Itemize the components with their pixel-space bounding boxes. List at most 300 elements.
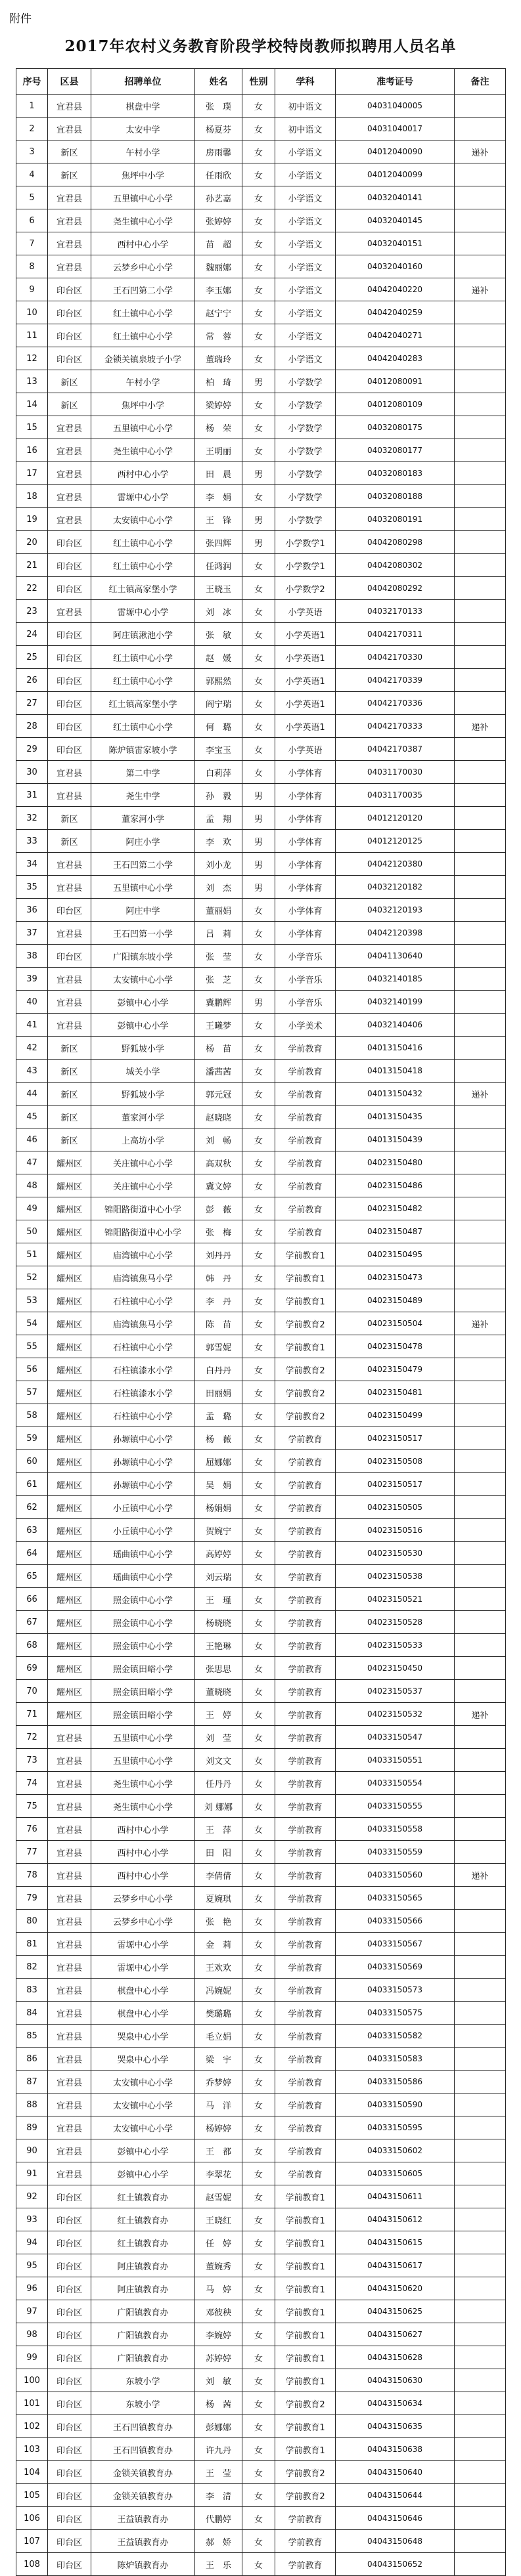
row-exam-number: 04032080188 — [336, 485, 455, 508]
row-gender: 女 — [242, 2048, 275, 2071]
row-index: 70 — [16, 1680, 48, 1703]
row-subject: 学前教育1 — [275, 1289, 336, 1312]
row-exam-number: 04023150482 — [336, 1197, 455, 1220]
row-index: 35 — [16, 876, 48, 899]
row-exam-number: 04023150537 — [336, 1680, 455, 1703]
row-gender: 女 — [242, 2139, 275, 2162]
row-index: 58 — [16, 1404, 48, 1427]
row-gender: 女 — [242, 692, 275, 715]
row-school: 红土镇中心小学 — [91, 646, 195, 669]
row-subject: 学前教育1 — [275, 2208, 336, 2231]
row-index: 82 — [16, 1956, 48, 1979]
row-county: 新区 — [48, 1060, 91, 1083]
row-school: 午村小学 — [91, 140, 195, 163]
table-row — [16, 738, 506, 761]
table-row — [16, 669, 506, 692]
row-school: 陈炉镇教育办 — [91, 2553, 195, 2576]
row-gender: 女 — [242, 2507, 275, 2530]
row-county: 印台区 — [48, 2438, 91, 2461]
row-gender: 女 — [242, 1956, 275, 1979]
row-index: 97 — [16, 2300, 48, 2323]
row-exam-number: 04013150439 — [336, 1128, 455, 1151]
row-gender: 女 — [242, 1818, 275, 1841]
row-remark — [455, 1289, 506, 1312]
row-gender: 女 — [242, 1151, 275, 1174]
row-school: 红土镇中心小学 — [91, 531, 195, 554]
row-county: 印台区 — [48, 738, 91, 761]
row-remark — [455, 2093, 506, 2116]
row-exam-number: 04042040283 — [336, 347, 455, 370]
row-exam-number: 04012120125 — [336, 830, 455, 853]
row-gender: 女 — [242, 1749, 275, 1772]
row-name: 王 萍 — [195, 1818, 242, 1841]
row-exam-number: 04033150605 — [336, 2162, 455, 2185]
table-row — [16, 508, 506, 531]
row-remark — [455, 232, 506, 255]
row-exam-number: 04032040145 — [336, 209, 455, 232]
row-county: 印台区 — [48, 692, 91, 715]
row-county: 耀州区 — [48, 1473, 91, 1496]
row-county: 印台区 — [48, 2346, 91, 2369]
row-county: 宜君县 — [48, 118, 91, 140]
row-county: 宜君县 — [48, 853, 91, 876]
row-remark: 递补 — [455, 715, 506, 738]
attachment-label: 附件 — [9, 12, 32, 26]
table-row — [16, 2254, 506, 2277]
row-school: 广阳镇教育办 — [91, 2300, 195, 2323]
row-exam-number: 04033150547 — [336, 1726, 455, 1749]
row-remark — [455, 1519, 506, 1542]
row-name: 田 阳 — [195, 1841, 242, 1864]
row-index: 2 — [16, 118, 48, 140]
row-exam-number: 04042120380 — [336, 853, 455, 876]
row-remark — [455, 2415, 506, 2438]
row-index: 1 — [16, 95, 48, 118]
row-exam-number: 04012080091 — [336, 370, 455, 393]
table-row — [16, 1887, 506, 1910]
row-gender: 女 — [242, 2231, 275, 2254]
row-index: 50 — [16, 1220, 48, 1243]
row-county: 印台区 — [48, 2300, 91, 2323]
row-county: 耀州区 — [48, 1174, 91, 1197]
row-school: 五里镇中心小学 — [91, 186, 195, 209]
row-subject: 小学英语1 — [275, 692, 336, 715]
row-county: 宜君县 — [48, 922, 91, 945]
row-name: 陈 苗 — [195, 1312, 242, 1335]
row-county: 耀州区 — [48, 1565, 91, 1588]
row-gender: 女 — [242, 669, 275, 692]
row-name: 李 欢 — [195, 830, 242, 853]
row-remark — [455, 1956, 506, 1979]
row-exam-number: 04032170133 — [336, 600, 455, 623]
row-exam-number: 04043150625 — [336, 2300, 455, 2323]
row-name: 李婉婷 — [195, 2323, 242, 2346]
row-subject: 学前教育2 — [275, 2484, 336, 2507]
row-subject: 小学音乐 — [275, 968, 336, 991]
row-school: 照金镇中心小学 — [91, 1634, 195, 1657]
header-index: 序号 — [16, 69, 48, 95]
row-index: 73 — [16, 1749, 48, 1772]
row-name: 张 梅 — [195, 1220, 242, 1243]
row-county: 宜君县 — [48, 439, 91, 462]
row-exam-number: 04043150644 — [336, 2484, 455, 2507]
row-school: 陈炉镇雷家坡小学 — [91, 738, 195, 761]
row-school: 广阳镇东坡小学 — [91, 945, 195, 968]
row-county: 宜君县 — [48, 1726, 91, 1749]
row-name: 李倩倩 — [195, 1864, 242, 1887]
table-row — [16, 784, 506, 807]
row-school: 东坡小学 — [91, 2392, 195, 2415]
row-remark — [455, 1335, 506, 1358]
row-name: 郭熙然 — [195, 669, 242, 692]
row-exam-number: 04041130640 — [336, 945, 455, 968]
row-school: 彭镇中心小学 — [91, 1014, 195, 1037]
table-row — [16, 600, 506, 623]
row-school: 太安镇中心小学 — [91, 2116, 195, 2139]
row-school: 太安中学 — [91, 118, 195, 140]
row-remark — [455, 2116, 506, 2139]
table-row — [16, 2300, 506, 2323]
row-subject: 学前教育2 — [275, 2461, 336, 2484]
row-county: 耀州区 — [48, 1381, 91, 1404]
row-name: 王艳琳 — [195, 1634, 242, 1657]
row-county: 新区 — [48, 1106, 91, 1128]
row-exam-number: 04042040220 — [336, 278, 455, 301]
row-county: 印台区 — [48, 324, 91, 347]
row-name: 冀鹏辉 — [195, 991, 242, 1014]
table-row — [16, 1427, 506, 1450]
row-exam-number: 04033150565 — [336, 1887, 455, 1910]
row-name: 刘丹丹 — [195, 1243, 242, 1266]
row-index: 51 — [16, 1243, 48, 1266]
row-exam-number: 04042170311 — [336, 623, 455, 646]
table-row — [16, 1680, 506, 1703]
row-name: 董婉秀 — [195, 2254, 242, 2277]
table-row — [16, 968, 506, 991]
row-county: 宜君县 — [48, 876, 91, 899]
row-gender: 女 — [242, 1565, 275, 1588]
row-index: 40 — [16, 991, 48, 1014]
table-row — [16, 186, 506, 209]
row-remark — [455, 1404, 506, 1427]
row-school: 关庄镇中心小学 — [91, 1151, 195, 1174]
row-subject: 小学音乐 — [275, 991, 336, 1014]
row-index: 3 — [16, 140, 48, 163]
row-remark — [455, 899, 506, 922]
row-subject: 小学数学1 — [275, 554, 336, 577]
row-subject: 小学体育 — [275, 922, 336, 945]
row-subject: 学前教育 — [275, 1060, 336, 1083]
row-index: 22 — [16, 577, 48, 600]
row-exam-number: 04043150635 — [336, 2415, 455, 2438]
row-subject: 小学体育 — [275, 784, 336, 807]
row-exam-number: 04023150516 — [336, 1519, 455, 1542]
table-row — [16, 2369, 506, 2392]
row-school: 哭泉中心小学 — [91, 2025, 195, 2048]
row-index: 83 — [16, 1979, 48, 2002]
row-name: 贺婉宁 — [195, 1519, 242, 1542]
row-exam-number: 04043150615 — [336, 2231, 455, 2254]
row-subject: 学前教育 — [275, 1427, 336, 1450]
row-index: 78 — [16, 1864, 48, 1887]
table-row — [16, 1956, 506, 1979]
row-index: 76 — [16, 1818, 48, 1841]
row-county: 宜君县 — [48, 2025, 91, 2048]
row-gender: 女 — [242, 1772, 275, 1795]
row-name: 邓彼秧 — [195, 2300, 242, 2323]
table-row — [16, 163, 506, 186]
row-remark — [455, 2553, 506, 2576]
row-subject: 小学数学 — [275, 416, 336, 439]
row-school: 彭镇中心小学 — [91, 2162, 195, 2185]
header-remark: 备注 — [455, 69, 506, 95]
row-exam-number: 04042170336 — [336, 692, 455, 715]
row-exam-number: 04043150652 — [336, 2553, 455, 2576]
row-subject: 学前教育 — [275, 1220, 336, 1243]
row-subject: 小学数学1 — [275, 531, 336, 554]
row-remark — [455, 1037, 506, 1060]
row-remark — [455, 163, 506, 186]
row-gender: 女 — [242, 95, 275, 118]
table-row — [16, 2277, 506, 2300]
row-subject: 学前教育 — [275, 2002, 336, 2025]
row-exam-number: 04023150480 — [336, 1151, 455, 1174]
row-county: 耀州区 — [48, 1680, 91, 1703]
row-gender: 女 — [242, 1220, 275, 1243]
table-row — [16, 2530, 506, 2553]
row-county: 耀州区 — [48, 1519, 91, 1542]
row-school: 阿庄镇教育办 — [91, 2254, 195, 2277]
row-county: 印台区 — [48, 945, 91, 968]
row-school: 照金镇田峪小学 — [91, 1657, 195, 1680]
row-index: 41 — [16, 1014, 48, 1037]
row-remark — [455, 416, 506, 439]
row-school: 石柱镇中心小学 — [91, 1404, 195, 1427]
row-index: 104 — [16, 2461, 48, 2484]
row-school: 云梦乡中心小学 — [91, 1910, 195, 1933]
row-name: 孟 翔 — [195, 807, 242, 830]
row-school: 红土镇教育办 — [91, 2208, 195, 2231]
row-remark — [455, 1106, 506, 1128]
row-index: 11 — [16, 324, 48, 347]
table-row — [16, 1864, 506, 1887]
row-exam-number: 04032120193 — [336, 899, 455, 922]
row-gender: 女 — [242, 1312, 275, 1335]
row-index: 105 — [16, 2484, 48, 2507]
row-gender: 女 — [242, 922, 275, 945]
row-name: 马 洋 — [195, 2093, 242, 2116]
row-remark — [455, 1749, 506, 1772]
row-remark — [455, 830, 506, 853]
row-school: 董家河小学 — [91, 1106, 195, 1128]
row-remark — [455, 1427, 506, 1450]
row-gender: 女 — [242, 1841, 275, 1864]
row-county: 宜君县 — [48, 2048, 91, 2071]
row-remark — [455, 853, 506, 876]
row-exam-number: 04023150508 — [336, 1450, 455, 1473]
row-index: 43 — [16, 1060, 48, 1083]
row-remark — [455, 1933, 506, 1956]
row-remark — [455, 1611, 506, 1634]
row-county: 耀州区 — [48, 1220, 91, 1243]
row-school: 石柱镇中心小学 — [91, 1289, 195, 1312]
row-subject: 小学体育 — [275, 807, 336, 830]
row-school: 广阳镇教育办 — [91, 2346, 195, 2369]
row-exam-number: 04031040017 — [336, 118, 455, 140]
table-row — [16, 2346, 506, 2369]
row-county: 印台区 — [48, 669, 91, 692]
table-row — [16, 1037, 506, 1060]
table-row — [16, 1910, 506, 1933]
row-school: 孙塬镇中心小学 — [91, 1450, 195, 1473]
row-index: 90 — [16, 2139, 48, 2162]
row-subject: 学前教育1 — [275, 2185, 336, 2208]
row-remark — [455, 2277, 506, 2300]
row-school: 棋盘中学 — [91, 95, 195, 118]
row-name: 韩 丹 — [195, 1266, 242, 1289]
row-county: 印台区 — [48, 347, 91, 370]
row-subject: 小学语文 — [275, 278, 336, 301]
row-index: 44 — [16, 1083, 48, 1106]
table-row — [16, 2093, 506, 2116]
row-gender: 女 — [242, 738, 275, 761]
table-row — [16, 2438, 506, 2461]
row-county: 宜君县 — [48, 784, 91, 807]
row-school: 野狐坡小学 — [91, 1083, 195, 1106]
row-remark — [455, 1151, 506, 1174]
row-county: 耀州区 — [48, 1289, 91, 1312]
row-name: 杨 薇 — [195, 1427, 242, 1450]
row-gender: 女 — [242, 2438, 275, 2461]
row-subject: 学前教育2 — [275, 1404, 336, 1427]
table-row — [16, 278, 506, 301]
row-school: 庙湾镇焦马小学 — [91, 1312, 195, 1335]
row-name: 王曦梦 — [195, 1014, 242, 1037]
table-row — [16, 692, 506, 715]
row-name: 金 莉 — [195, 1933, 242, 1956]
header-school: 招聘单位 — [91, 69, 195, 95]
row-remark: 递补 — [455, 1864, 506, 1887]
row-remark — [455, 347, 506, 370]
row-remark — [455, 1381, 506, 1404]
row-subject: 小学数学 — [275, 462, 336, 485]
row-subject: 学前教育 — [275, 2048, 336, 2071]
row-remark — [455, 968, 506, 991]
row-remark — [455, 2231, 506, 2254]
row-name: 高婷婷 — [195, 1542, 242, 1565]
row-index: 93 — [16, 2208, 48, 2231]
row-school: 西村中心小学 — [91, 1818, 195, 1841]
row-school: 焦坪中小学 — [91, 163, 195, 186]
row-index: 13 — [16, 370, 48, 393]
document-title: 2017年农村义务教育阶段学校特岗教师拟聘用人员名单 — [64, 37, 457, 55]
row-index: 96 — [16, 2277, 48, 2300]
row-name: 白丹丹 — [195, 1358, 242, 1381]
row-exam-number: 04033150567 — [336, 1933, 455, 1956]
row-index: 26 — [16, 669, 48, 692]
row-index: 101 — [16, 2392, 48, 2415]
row-county: 耀州区 — [48, 1588, 91, 1611]
row-index: 71 — [16, 1703, 48, 1726]
row-name: 杨 苗 — [195, 1037, 242, 1060]
row-school: 哭泉中心小学 — [91, 2048, 195, 2071]
row-name: 孙 毅 — [195, 784, 242, 807]
row-index: 99 — [16, 2346, 48, 2369]
row-school: 太安镇中心小学 — [91, 2071, 195, 2093]
row-gender: 女 — [242, 209, 275, 232]
table-row — [16, 899, 506, 922]
row-gender: 女 — [242, 577, 275, 600]
table-row — [16, 853, 506, 876]
row-name: 魏丽娜 — [195, 255, 242, 278]
row-gender: 女 — [242, 2277, 275, 2300]
row-school: 尧生镇中心小学 — [91, 209, 195, 232]
row-index: 74 — [16, 1772, 48, 1795]
row-exam-number: 04033150573 — [336, 1979, 455, 2002]
row-gender: 女 — [242, 416, 275, 439]
row-exam-number: 04023150487 — [336, 1220, 455, 1243]
row-county: 宜君县 — [48, 255, 91, 278]
row-school: 西村中心小学 — [91, 232, 195, 255]
row-exam-number: 04033150566 — [336, 1910, 455, 1933]
row-name: 王 都 — [195, 2139, 242, 2162]
table-row — [16, 1657, 506, 1680]
row-exam-number: 04033150590 — [336, 2093, 455, 2116]
row-county: 印台区 — [48, 2553, 91, 2576]
row-school: 雷塬中心小学 — [91, 485, 195, 508]
row-subject: 学前教育 — [275, 1037, 336, 1060]
row-index: 108 — [16, 2553, 48, 2576]
row-remark — [455, 1680, 506, 1703]
row-subject: 小学语文 — [275, 232, 336, 255]
row-name: 彭娜娜 — [195, 2415, 242, 2438]
row-subject: 学前教育 — [275, 1864, 336, 1887]
row-county: 新区 — [48, 393, 91, 416]
row-school: 五里镇中心小学 — [91, 1749, 195, 1772]
row-remark — [455, 95, 506, 118]
table-row — [16, 1289, 506, 1312]
table-row — [16, 347, 506, 370]
row-subject: 学前教育1 — [275, 2231, 336, 2254]
row-county: 新区 — [48, 1128, 91, 1151]
row-index: 72 — [16, 1726, 48, 1749]
recruitment-table — [16, 68, 506, 2576]
table-row — [16, 2461, 506, 2484]
row-remark — [455, 186, 506, 209]
table-row — [16, 1841, 506, 1864]
row-school: 照金镇中心小学 — [91, 1611, 195, 1634]
row-school: 阿庄镇教育办 — [91, 2277, 195, 2300]
row-remark — [455, 600, 506, 623]
table-body — [16, 95, 506, 2576]
row-subject: 学前教育 — [275, 1197, 336, 1220]
row-school: 阿庄镇湫池小学 — [91, 623, 195, 646]
row-county: 新区 — [48, 830, 91, 853]
row-name: 杨 茜 — [195, 2392, 242, 2415]
header-name: 姓名 — [195, 69, 242, 95]
row-subject: 学前教育1 — [275, 1335, 336, 1358]
row-index: 4 — [16, 163, 48, 186]
row-gender: 男 — [242, 370, 275, 393]
table-row — [16, 2208, 506, 2231]
row-county: 宜君县 — [48, 968, 91, 991]
row-school: 红土镇中心小学 — [91, 669, 195, 692]
row-school: 彭镇中心小学 — [91, 991, 195, 1014]
header-county: 区县 — [48, 69, 91, 95]
table-row — [16, 1588, 506, 1611]
row-school: 金锁关镇教育办 — [91, 2461, 195, 2484]
table-row — [16, 2484, 506, 2507]
